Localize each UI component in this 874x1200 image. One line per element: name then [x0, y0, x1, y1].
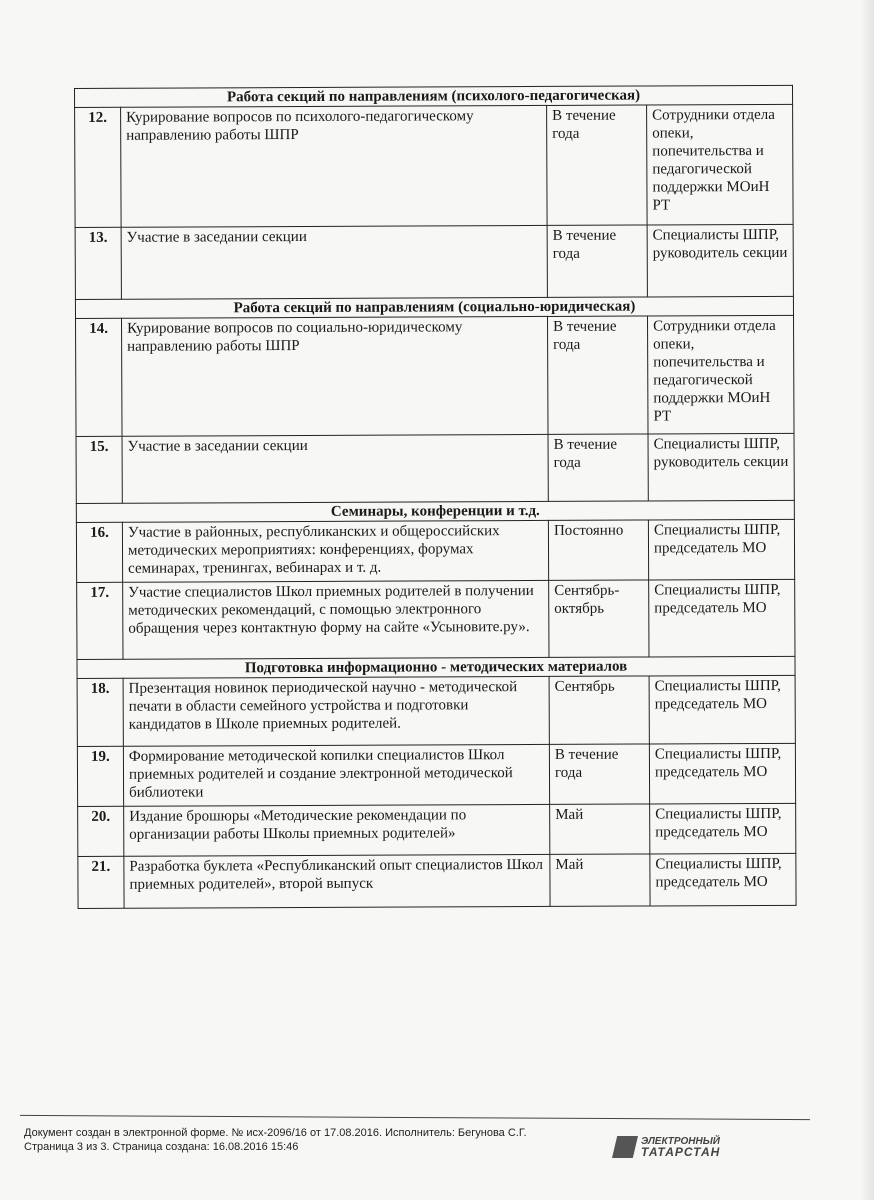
- row-number: 14.: [76, 318, 123, 436]
- section-title: Работа секций по направлениям (психолого-педагогическая): [75, 85, 793, 107]
- table-row: [76, 433, 794, 503]
- table-row: [77, 743, 795, 806]
- row-responsible: Специалисты ШПР, председатель МО: [649, 675, 795, 744]
- row-timing: Май: [550, 854, 650, 906]
- section-title: Работа секций по направлениям (социально-юридическая): [75, 296, 793, 318]
- table-row: [78, 803, 796, 856]
- row-number: 19.: [77, 746, 123, 806]
- row-description: Участие в заседании секции: [122, 434, 548, 503]
- row-description: Издание брошюры «Методические рекомендации по организации работы Школы приемных родителей»: [124, 804, 550, 856]
- row-description: Курирование вопросов по психолого-педагогическому направлению работы ШПР: [121, 105, 548, 227]
- plan-table: [74, 85, 797, 909]
- row-responsible: Специалисты ШПР, руководитель секции: [647, 224, 793, 297]
- row-number: 15.: [76, 436, 122, 503]
- footer-page-info: Страница 3 из 3. Страница создана: 16.08.2016 15:46: [24, 1141, 299, 1153]
- section-title: Семинары, конференции и т.д.: [76, 500, 794, 522]
- row-timing: Сентябрь-октябрь: [549, 580, 649, 657]
- table-row: [76, 519, 794, 582]
- section-title: Подготовка информационно - методических материалов: [77, 656, 795, 678]
- row-description: Курирование вопросов по социально-юридическому направлению работы ШПР: [122, 316, 549, 436]
- row-responsible: Специалисты ШПР, председатель МО: [650, 853, 796, 906]
- row-number: 21.: [78, 856, 124, 908]
- footer: [24, 1126, 527, 1154]
- table-row: [77, 675, 795, 746]
- table-row: [77, 579, 795, 659]
- logo-line1: ЭЛЕКТРОННЫЙ: [641, 1136, 720, 1147]
- logo-mark-icon: [612, 1136, 638, 1158]
- row-timing: В течение года: [547, 105, 648, 225]
- electronic-tatarstan-logo: [612, 1136, 720, 1158]
- scan-edge: [860, 0, 874, 1200]
- table-row: [78, 853, 796, 908]
- row-responsible: Специалисты ШПР, председатель МО: [648, 519, 794, 580]
- row-timing: В течение года: [548, 316, 649, 434]
- row-responsible: Специалисты ШПР, председатель МО: [650, 803, 796, 854]
- logo-line2: ТАТАРСТАН: [641, 1145, 721, 1159]
- row-responsible: Специалисты ШПР, руководитель секции: [648, 433, 794, 501]
- row-responsible: Специалисты ШПР, председатель МО: [649, 743, 795, 804]
- row-number: 13.: [75, 227, 121, 299]
- row-responsible: Сотрудники отдела опеки, попечительства и педагогической поддержки МОиН РТ: [647, 104, 794, 225]
- row-number: 18.: [77, 678, 123, 746]
- row-description: Участие специалистов Школ приемных родителей в получении методических рекомендаций, с помощью электронного обращения через контактную форму на сайте «Усыновите.ру».: [123, 580, 549, 659]
- row-timing: Май: [550, 804, 650, 854]
- table-row: [75, 104, 794, 227]
- table-row: [76, 315, 795, 436]
- footer-document-info: Документ создан в электронной форме. № исх-2096/16 от 17.08.2016. Исполнитель: Бегунова С.Г.: [24, 1127, 527, 1139]
- row-timing: Сентябрь: [549, 676, 649, 744]
- footer-divider: [20, 1115, 810, 1120]
- row-description: Участие в заседании секции: [121, 225, 547, 299]
- row-timing: В течение года: [547, 225, 647, 297]
- row-description: Формирование методической копилки специалистов Школ приемных родителей и создание электронной методической библиотеки: [123, 744, 549, 806]
- table-row: [75, 224, 793, 299]
- row-description: Участие в районных, республиканских и общероссийских методических мероприятиях: конференциях, форумах семинарах, тренингах, вебинарах и т. д.: [122, 520, 548, 582]
- row-timing: Постоянно: [548, 520, 648, 580]
- row-number: 12.: [75, 107, 122, 227]
- row-description: Презентация новинок периодической научно - методической печати в области семейного устройства и подготовки кандидатов в Школе приемных родителей.: [123, 676, 549, 746]
- row-responsible: Сотрудники отдела опеки, попечительства и педагогической поддержки МОиН РТ: [648, 315, 795, 434]
- row-number: 17.: [77, 582, 123, 659]
- row-responsible: Специалисты ШПР, председатель МО: [649, 579, 795, 657]
- row-number: 16.: [76, 522, 122, 582]
- row-timing: В течение года: [549, 744, 649, 804]
- row-timing: В течение года: [548, 434, 648, 501]
- row-number: 20.: [78, 806, 124, 856]
- row-description: Разработка буклета «Республиканский опыт специалистов Школ приемных родителей», второй выпуск: [124, 854, 550, 908]
